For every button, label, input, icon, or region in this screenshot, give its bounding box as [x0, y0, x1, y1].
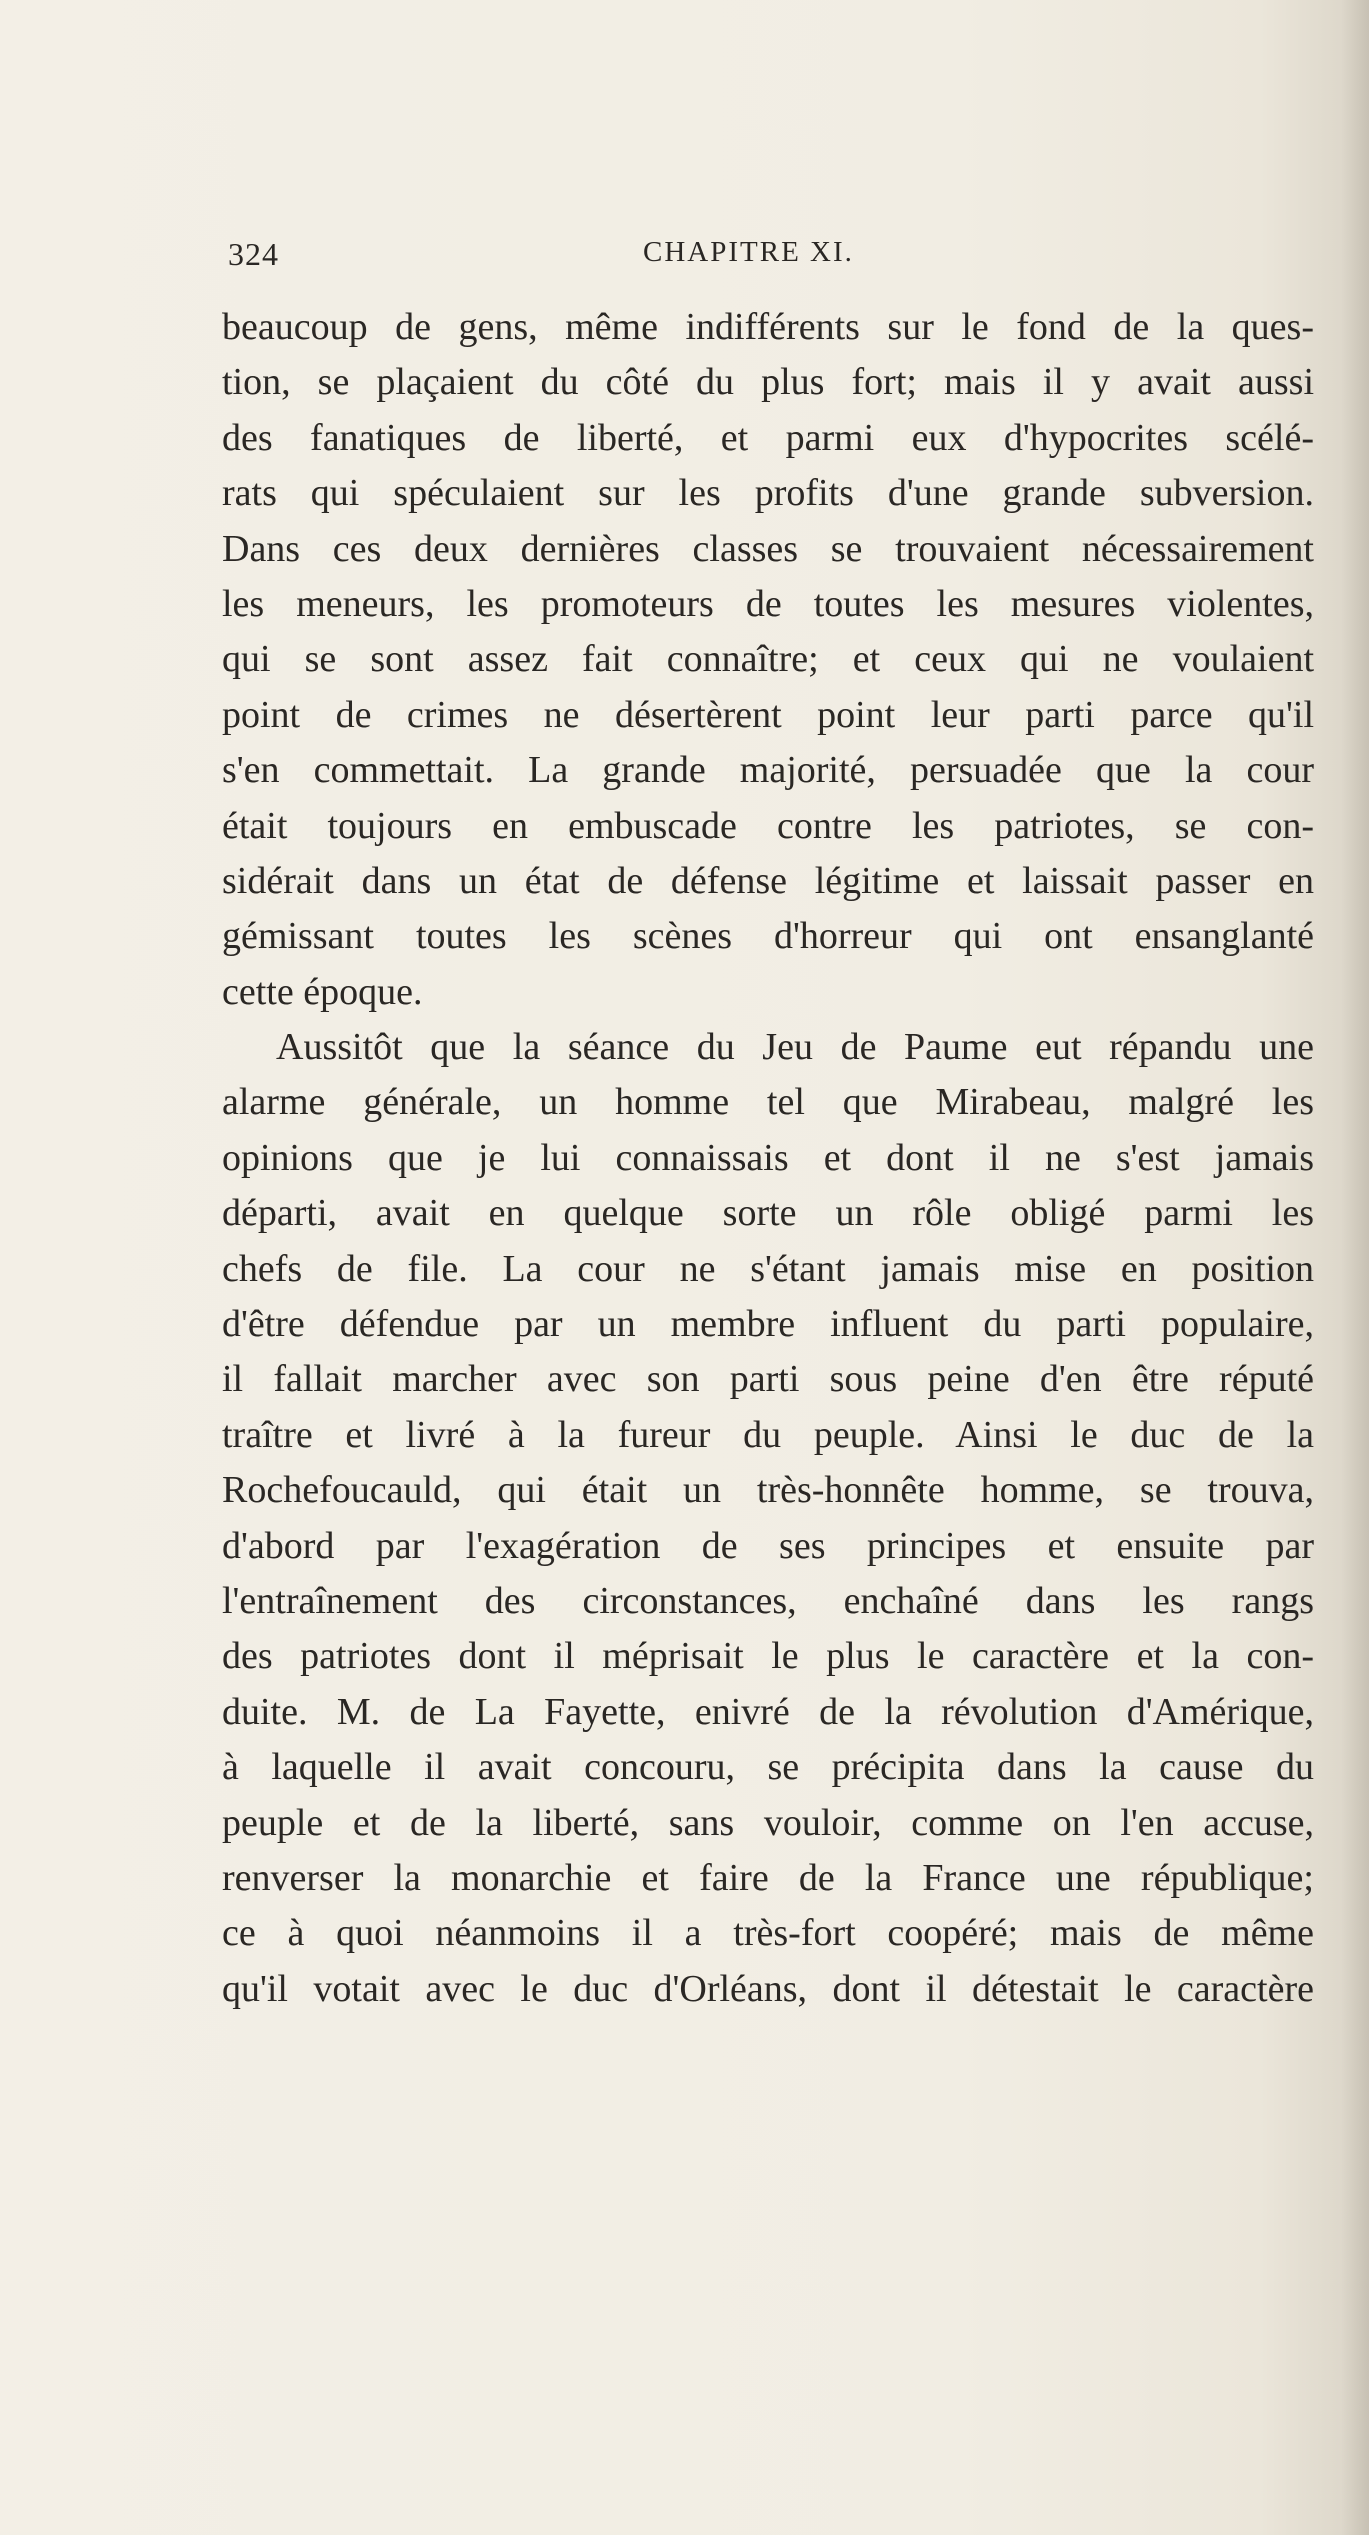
text-line: les meneurs, les promoteurs de toutes les mesures violentes,	[222, 582, 1314, 625]
text-line: d'abord par l'exagération de ses principes et ensuite par	[222, 1524, 1314, 1567]
text-line: qui se sont assez fait connaître; et ceux qui ne voulaient	[222, 638, 1314, 681]
text-line: il fallait marcher avec son parti sous peine d'en être réputé	[222, 1358, 1314, 1401]
paragraph-1	[222, 300, 1314, 1020]
text-line: tion, se plaçaient du côté du plus fort; mais il y avait aussi	[222, 361, 1314, 404]
text-line: chefs de file. La cour ne s'étant jamais mise en position	[222, 1247, 1314, 1290]
text-line: opinions que je lui connaissais et dont il ne s'est jamais	[222, 1136, 1314, 1179]
text-line: à laquelle il avait concouru, se précipita dans la cause du	[222, 1746, 1314, 1789]
text-line: ce à quoi néanmoins il a très-fort coopéré; mais de même	[222, 1912, 1314, 1955]
text-line: l'entraînement des circonstances, enchaîné dans les rangs	[222, 1579, 1314, 1622]
text-line: alarme générale, un homme tel que Mirabeau, malgré les	[222, 1081, 1314, 1124]
text-line: s'en commettait. La grande majorité, persuadée que la cour	[222, 749, 1314, 792]
text-line: point de crimes ne désertèrent point leur parti parce qu'il	[222, 693, 1314, 736]
text-line: sidérait dans un état de défense légitime et laissait passer en	[222, 859, 1314, 902]
text-line: renverser la monarchie et faire de la France une république;	[222, 1856, 1314, 1899]
body-text	[222, 300, 1314, 2017]
text-line: beaucoup de gens, même indifférents sur le fond de la ques-	[222, 306, 1314, 348]
text-line: départi, avait en quelque sorte un rôle obligé parmi les	[222, 1192, 1314, 1235]
paragraph-2	[222, 1020, 1314, 2017]
page-number: 324	[228, 236, 279, 272]
text-line: rats qui spéculaient sur les profits d'une grande subversion.	[222, 472, 1314, 515]
text-line: des fanatiques de liberté, et parmi eux d'hypocrites scélé-	[222, 416, 1314, 459]
text-line: d'être défendue par un membre influent du parti populaire,	[222, 1303, 1314, 1346]
text-line: cette époque.	[222, 970, 423, 1013]
chapter-title: CHAPITRE XI.	[643, 236, 854, 268]
text-line: des patriotes dont il méprisait le plus le caractère et la con-	[222, 1635, 1314, 1678]
text-line: était toujours en embuscade contre les patriotes, se con-	[222, 804, 1314, 847]
text-line: traître et livré à la fureur du peuple. Ainsi le duc de la	[222, 1413, 1314, 1456]
text-line: qu'il votait avec le duc d'Orléans, dont il détestait le caractère	[222, 1967, 1314, 2010]
running-head	[228, 236, 1320, 282]
text-line: duite. M. de La Fayette, enivré de la révolution d'Amérique,	[222, 1690, 1314, 1733]
text-line: Dans ces deux dernières classes se trouvaient nécessairement	[222, 527, 1314, 570]
text-line: gémissant toutes les scènes d'horreur qui ont ensanglanté	[222, 915, 1314, 958]
text-line: peuple et de la liberté, sans vouloir, comme on l'en accuse,	[222, 1801, 1314, 1844]
text-line: Aussitôt que la séance du Jeu de Paume eut répandu une	[276, 1026, 1314, 1069]
text-line: Rochefoucauld, qui était un très-honnête homme, se trouva,	[222, 1469, 1314, 1512]
page-edge-shadow	[1341, 0, 1369, 2535]
